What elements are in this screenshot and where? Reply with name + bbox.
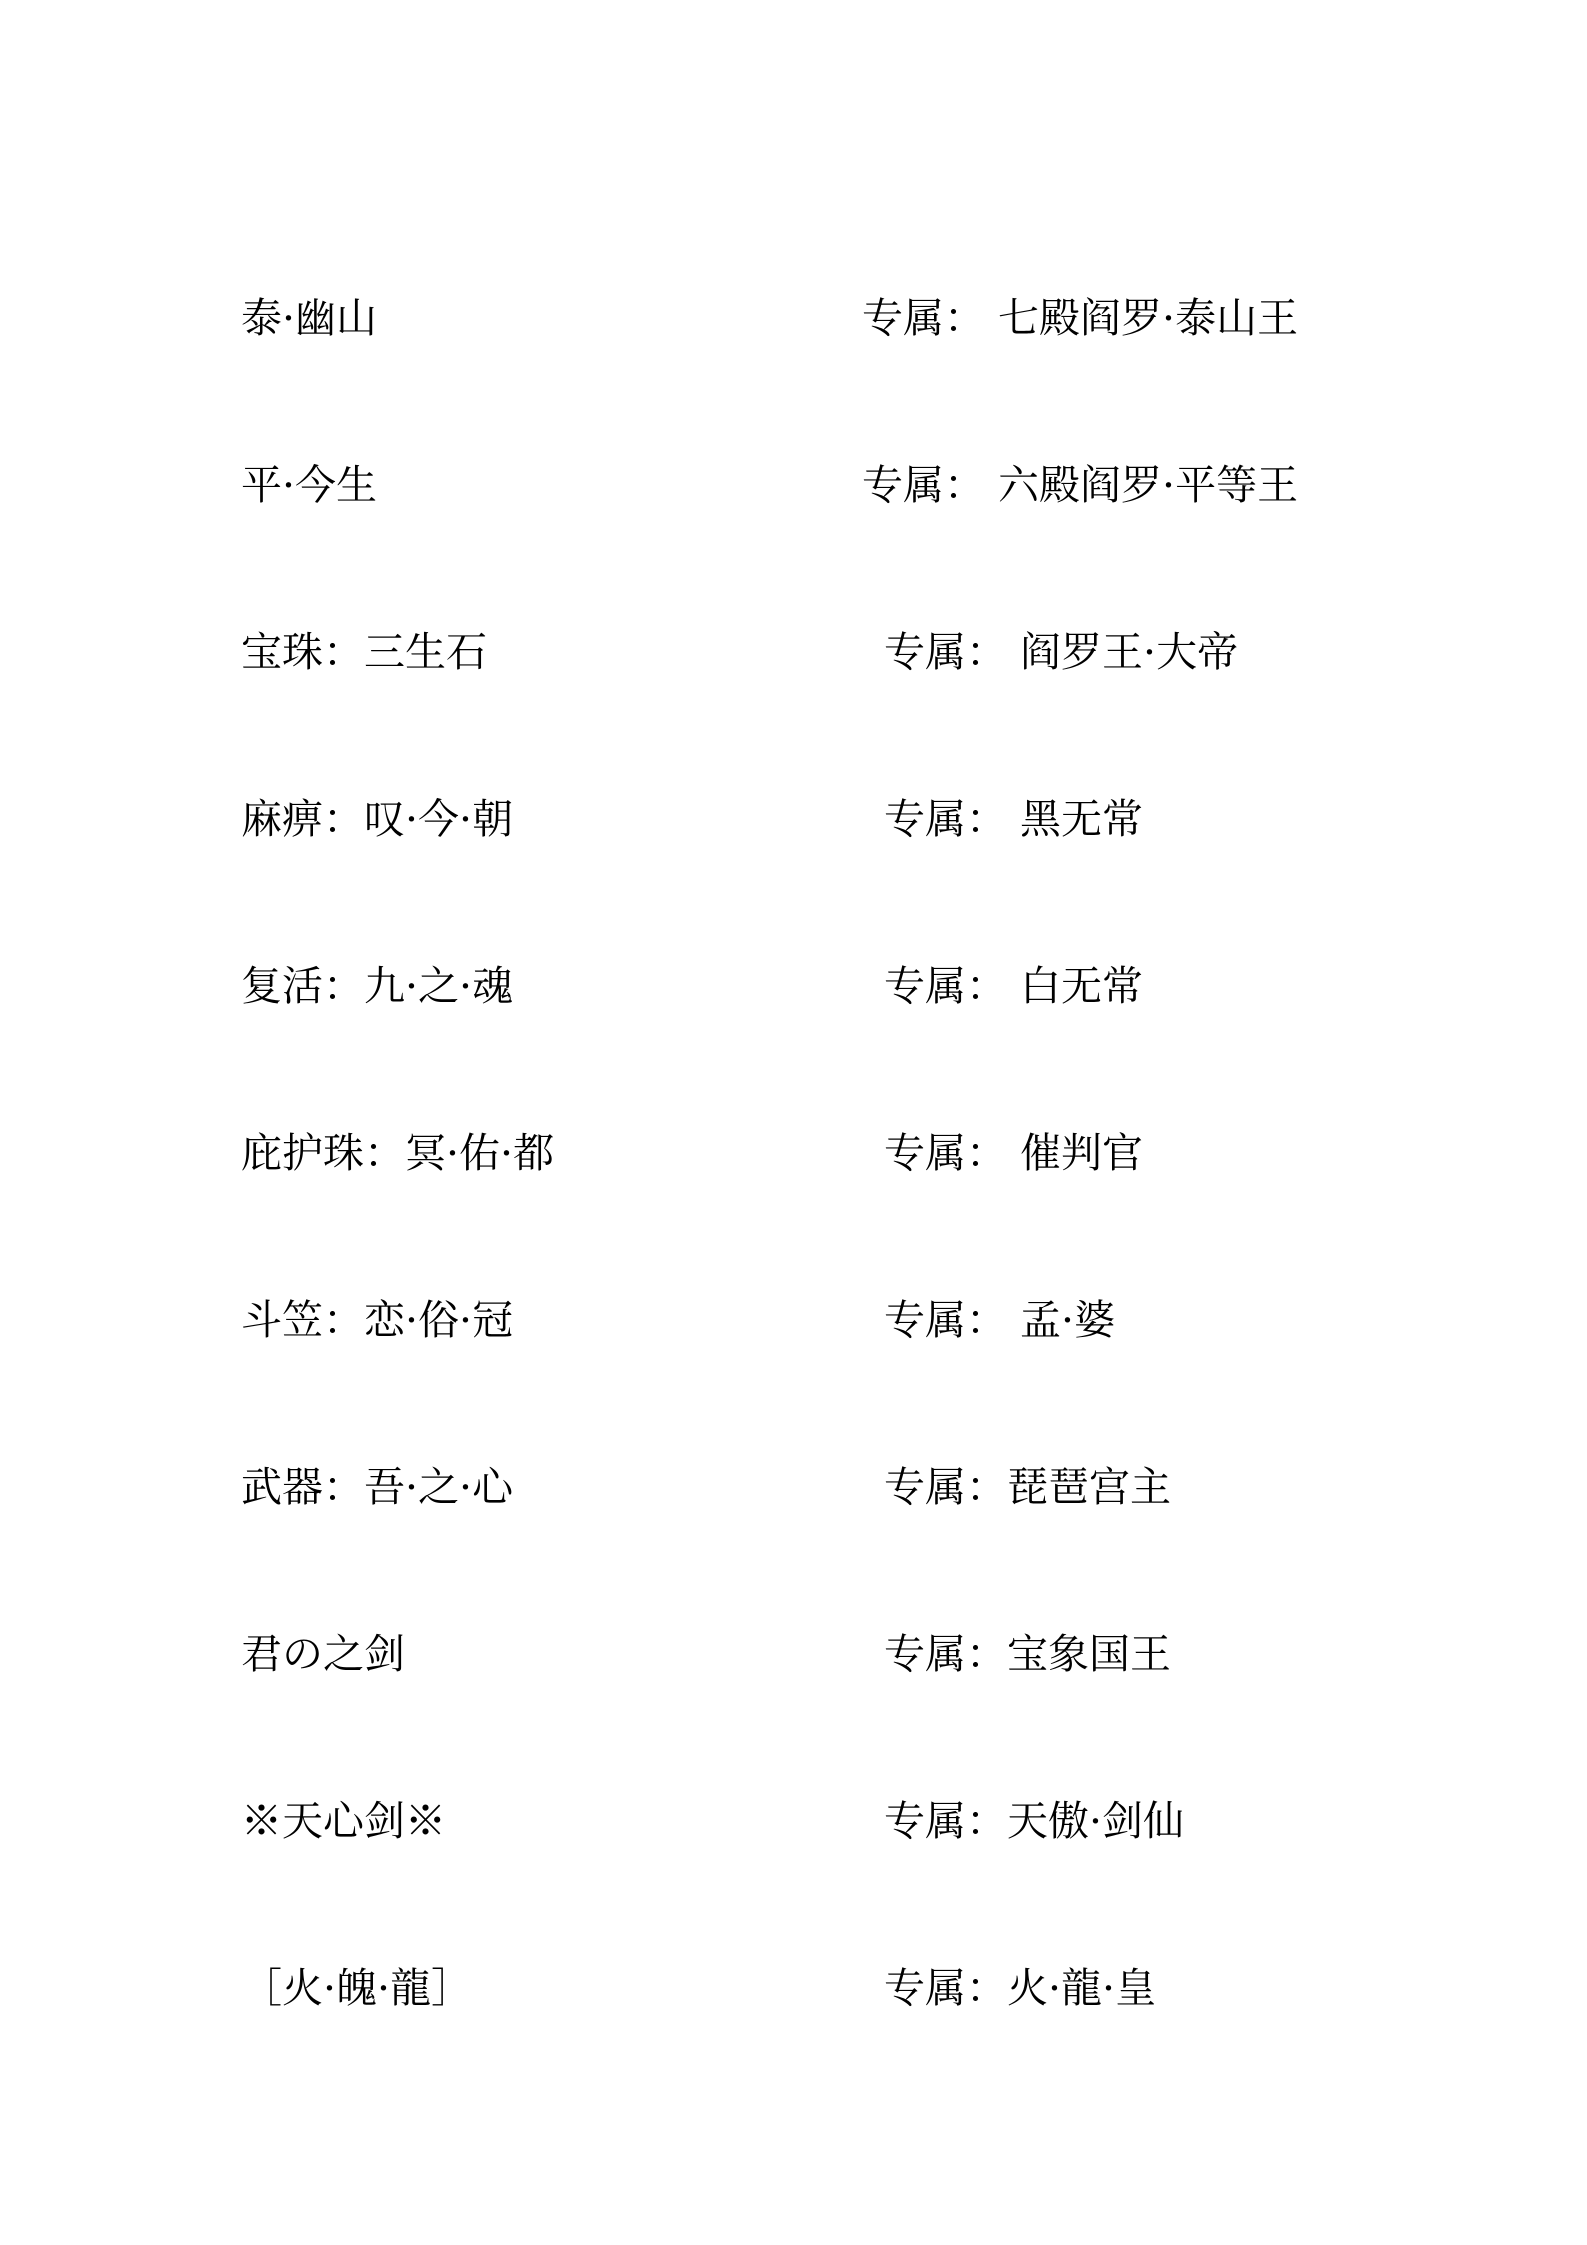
entry-row [0,1123,1587,1183]
item-name: ※天心剑※ [241,1797,446,1845]
entry-row [0,1958,1587,2018]
item-name: 君の之剑 [241,1630,405,1678]
item-name: 宝珠：三生石 [241,628,487,676]
item-name: 武器：吾·之·心 [241,1463,514,1511]
exclusive-owner: 专属：天傲·剑仙 [884,1797,1185,1845]
exclusive-owner: 专属： 催判官 [884,1129,1144,1177]
entry-row [0,1791,1587,1851]
item-name: 复活：九·之·魂 [241,962,514,1010]
entry-row [0,789,1587,849]
entry-row [0,1624,1587,1684]
exclusive-owner: 专属： 白无常 [884,962,1144,1010]
item-name: 泰·幽山 [241,294,378,342]
exclusive-owner: 专属： 黑无常 [884,795,1144,843]
item-name: ［火·魄·龍］ [241,1964,473,2012]
exclusive-owner: 专属： 七殿阎罗·泰山王 [862,294,1299,342]
exclusive-owner: 专属：琵琶宫主 [884,1463,1171,1511]
item-name: 麻痹：叹·今·朝 [241,795,514,843]
exclusive-owner: 专属： 孟·婆 [884,1296,1116,1344]
exclusive-owner: 专属： 六殿阎罗·平等王 [862,461,1299,509]
entry-row [0,956,1587,1016]
item-name: 斗笠：恋·俗·冠 [241,1296,514,1344]
entry-row [0,622,1587,682]
entry-row [0,1290,1587,1350]
exclusive-owner: 专属：火·龍·皇 [884,1964,1157,2012]
exclusive-owner: 专属： 阎罗王·大帝 [884,628,1239,676]
entry-row [0,455,1587,515]
entry-row [0,1457,1587,1517]
exclusive-owner: 专属：宝象国王 [884,1630,1171,1678]
item-name: 平·今生 [241,461,378,509]
item-name: 庇护珠：冥·佑·都 [241,1129,555,1177]
entry-row [0,288,1587,348]
